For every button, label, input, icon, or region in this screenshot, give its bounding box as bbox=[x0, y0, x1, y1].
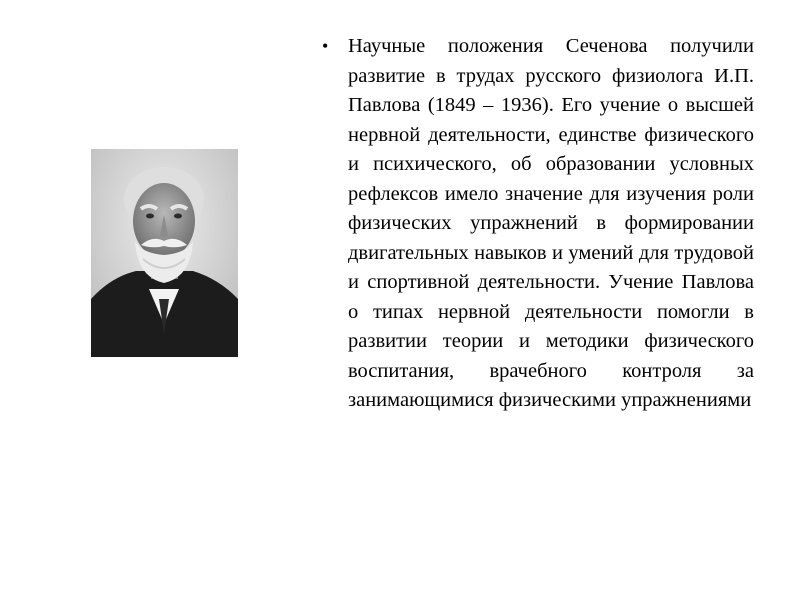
portrait-illustration bbox=[91, 149, 238, 357]
portrait-photo bbox=[91, 149, 238, 357]
bullet-marker: • bbox=[322, 36, 329, 56]
bullet-paragraph: Научные положения Сеченова получили развитие в трудах русского физиолога И.П. Павлова (1849 – 1936). Его учение о высшей нервной деятельности, единстве физического и психического, об образовании условных рефлексов имело значение для изучения роли физических упражнений в формировании двигательных навыков и умений для трудовой и спортивной деятельности. Учение Павлова о типах нервной деятельности помогли в развитии теории и методики физического воспитания, врачебного контроля за занимающимися физическими упражнениями bbox=[348, 35, 754, 411]
text-block bbox=[322, 32, 754, 416]
